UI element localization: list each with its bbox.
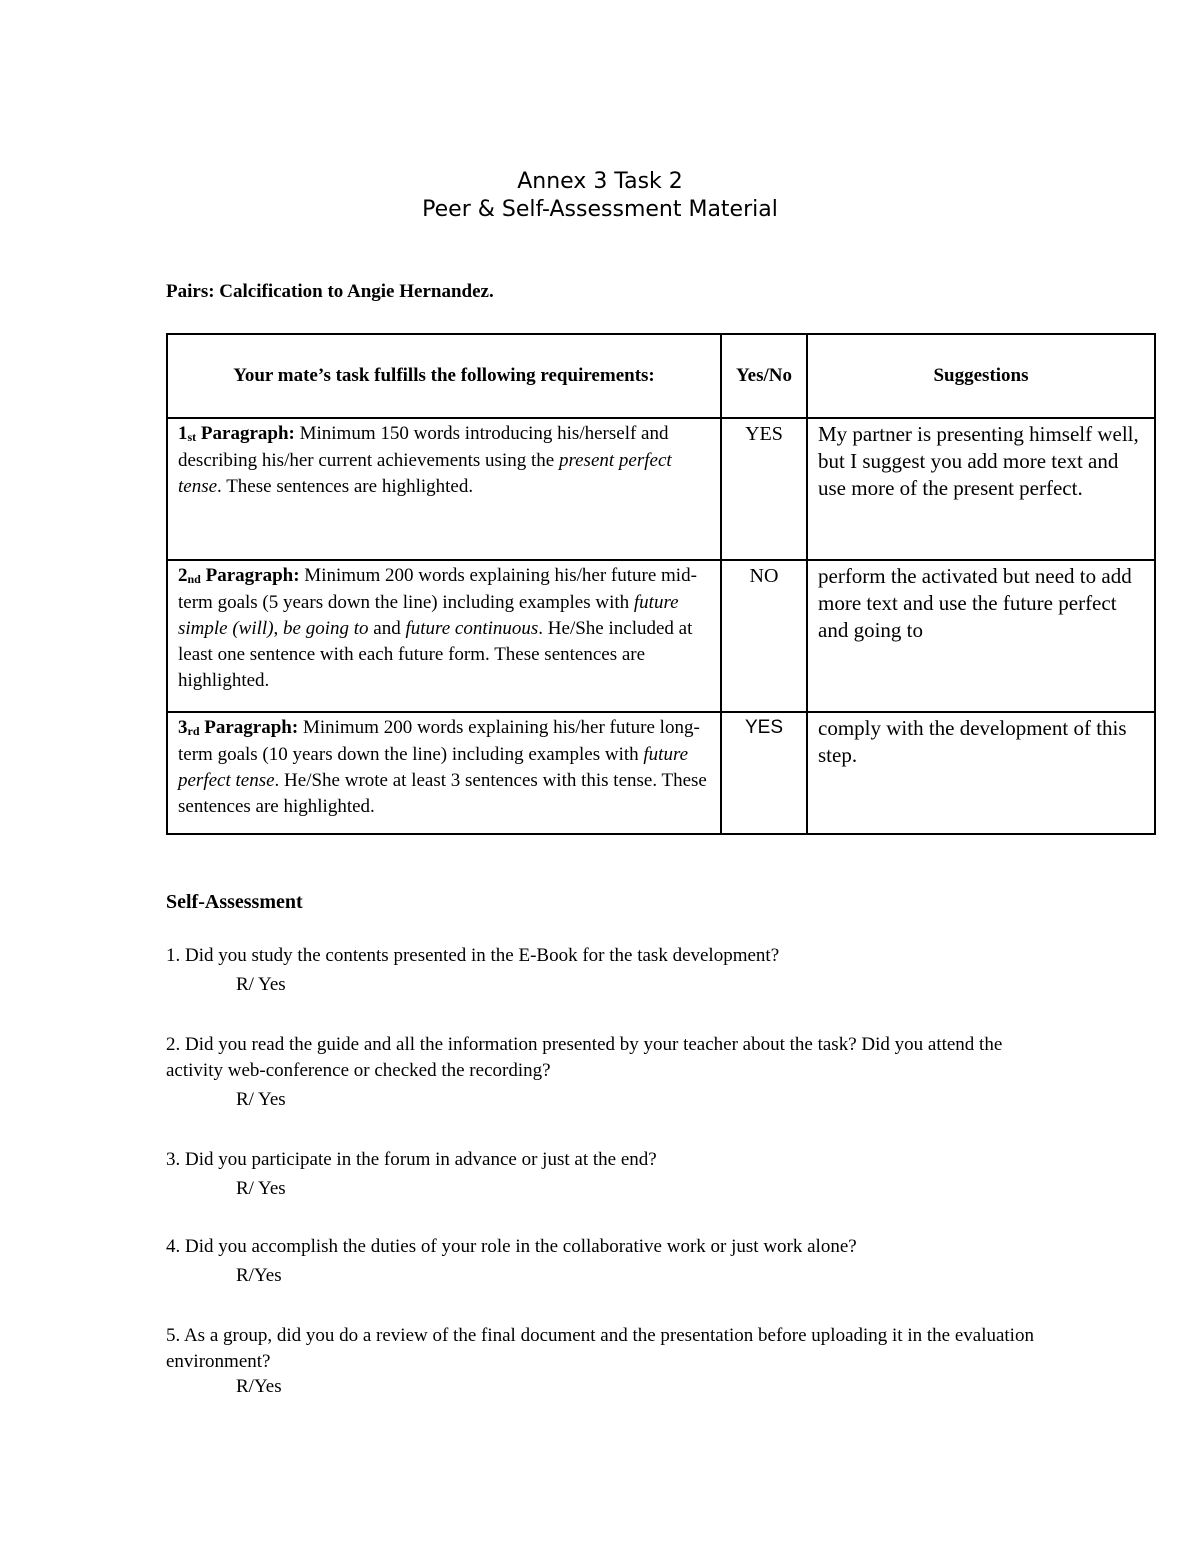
requirement-cell: 1st Paragraph: Minimum 150 words introducing his/herself and describing his/her current achievements using the present perfect tense. These sentences are highlighted.	[167, 418, 721, 560]
requirements-table	[166, 333, 1156, 835]
question-text: 1. Did you study the contents presented in the E-Book for the task development?	[166, 945, 780, 966]
question-text: 2. Did you read the guide and all the information presented by your teacher about the task? Did you attend the activity web-conference or checked the recording?	[166, 1034, 1003, 1081]
requirement-cell: 3rd Paragraph: Minimum 200 words explaining his/her future long-term goals (10 years down the line) including examples with future perfect tense. He/She wrote at least 3 sentences with this tense. These sentences are highlighted.	[167, 712, 721, 834]
answer-text: R/Yes	[236, 1376, 282, 1397]
table-row	[167, 560, 1155, 712]
paragraph-label: 3rd Paragraph:	[178, 717, 299, 738]
yes-no-value: YES	[721, 712, 807, 834]
document-subtitle: Peer & Self-Assessment Material	[422, 197, 778, 222]
header-yes-no: Yes/No	[721, 334, 807, 418]
self-assessment-heading: Self-Assessment	[166, 891, 303, 913]
suggestion-text: My partner is presenting himself well, but I suggest you add more text and use more of the present perfect.	[807, 418, 1155, 560]
question-text: 4. Did you accomplish the duties of your role in the collaborative work or just work alone?	[166, 1236, 857, 1257]
yes-no-value: YES	[721, 418, 807, 560]
pairs-line: Pairs: Calcification to Angie Hernandez.	[166, 281, 494, 302]
answer-text: R/ Yes	[236, 974, 286, 995]
answer-text: R/ Yes	[236, 1178, 286, 1199]
suggestion-text: comply with the development of this step.	[807, 712, 1155, 834]
paragraph-label: 2nd Paragraph:	[178, 565, 300, 586]
paragraph-label: 1st Paragraph:	[178, 423, 295, 444]
suggestion-text: perform the activated but need to add more text and use the future perfect and going to	[807, 560, 1155, 712]
requirement-cell: 2nd Paragraph: Minimum 200 words explaining his/her future mid-term goals (5 years down the line) including examples with future simple (will), be going to and future continuous. He/She included at least one sentence with each future form. These sentences are highlighted.	[167, 560, 721, 712]
header-suggestions: Suggestions	[807, 334, 1155, 418]
yes-no-value: NO	[721, 560, 807, 712]
document-title: Annex 3 Task 2	[517, 169, 683, 194]
header-requirements: Your mate’s task fulfills the following requirements:	[167, 334, 721, 418]
question-text: 5. As a group, did you do a review of the final document and the presentation before uploading it in the evaluation environment?	[166, 1325, 1034, 1372]
answer-text: R/ Yes	[236, 1089, 286, 1110]
table-row	[167, 712, 1155, 834]
table-row	[167, 418, 1155, 560]
table-header-row	[167, 334, 1155, 418]
question-text: 3. Did you participate in the forum in advance or just at the end?	[166, 1149, 657, 1170]
answer-text: R/Yes	[236, 1265, 282, 1286]
